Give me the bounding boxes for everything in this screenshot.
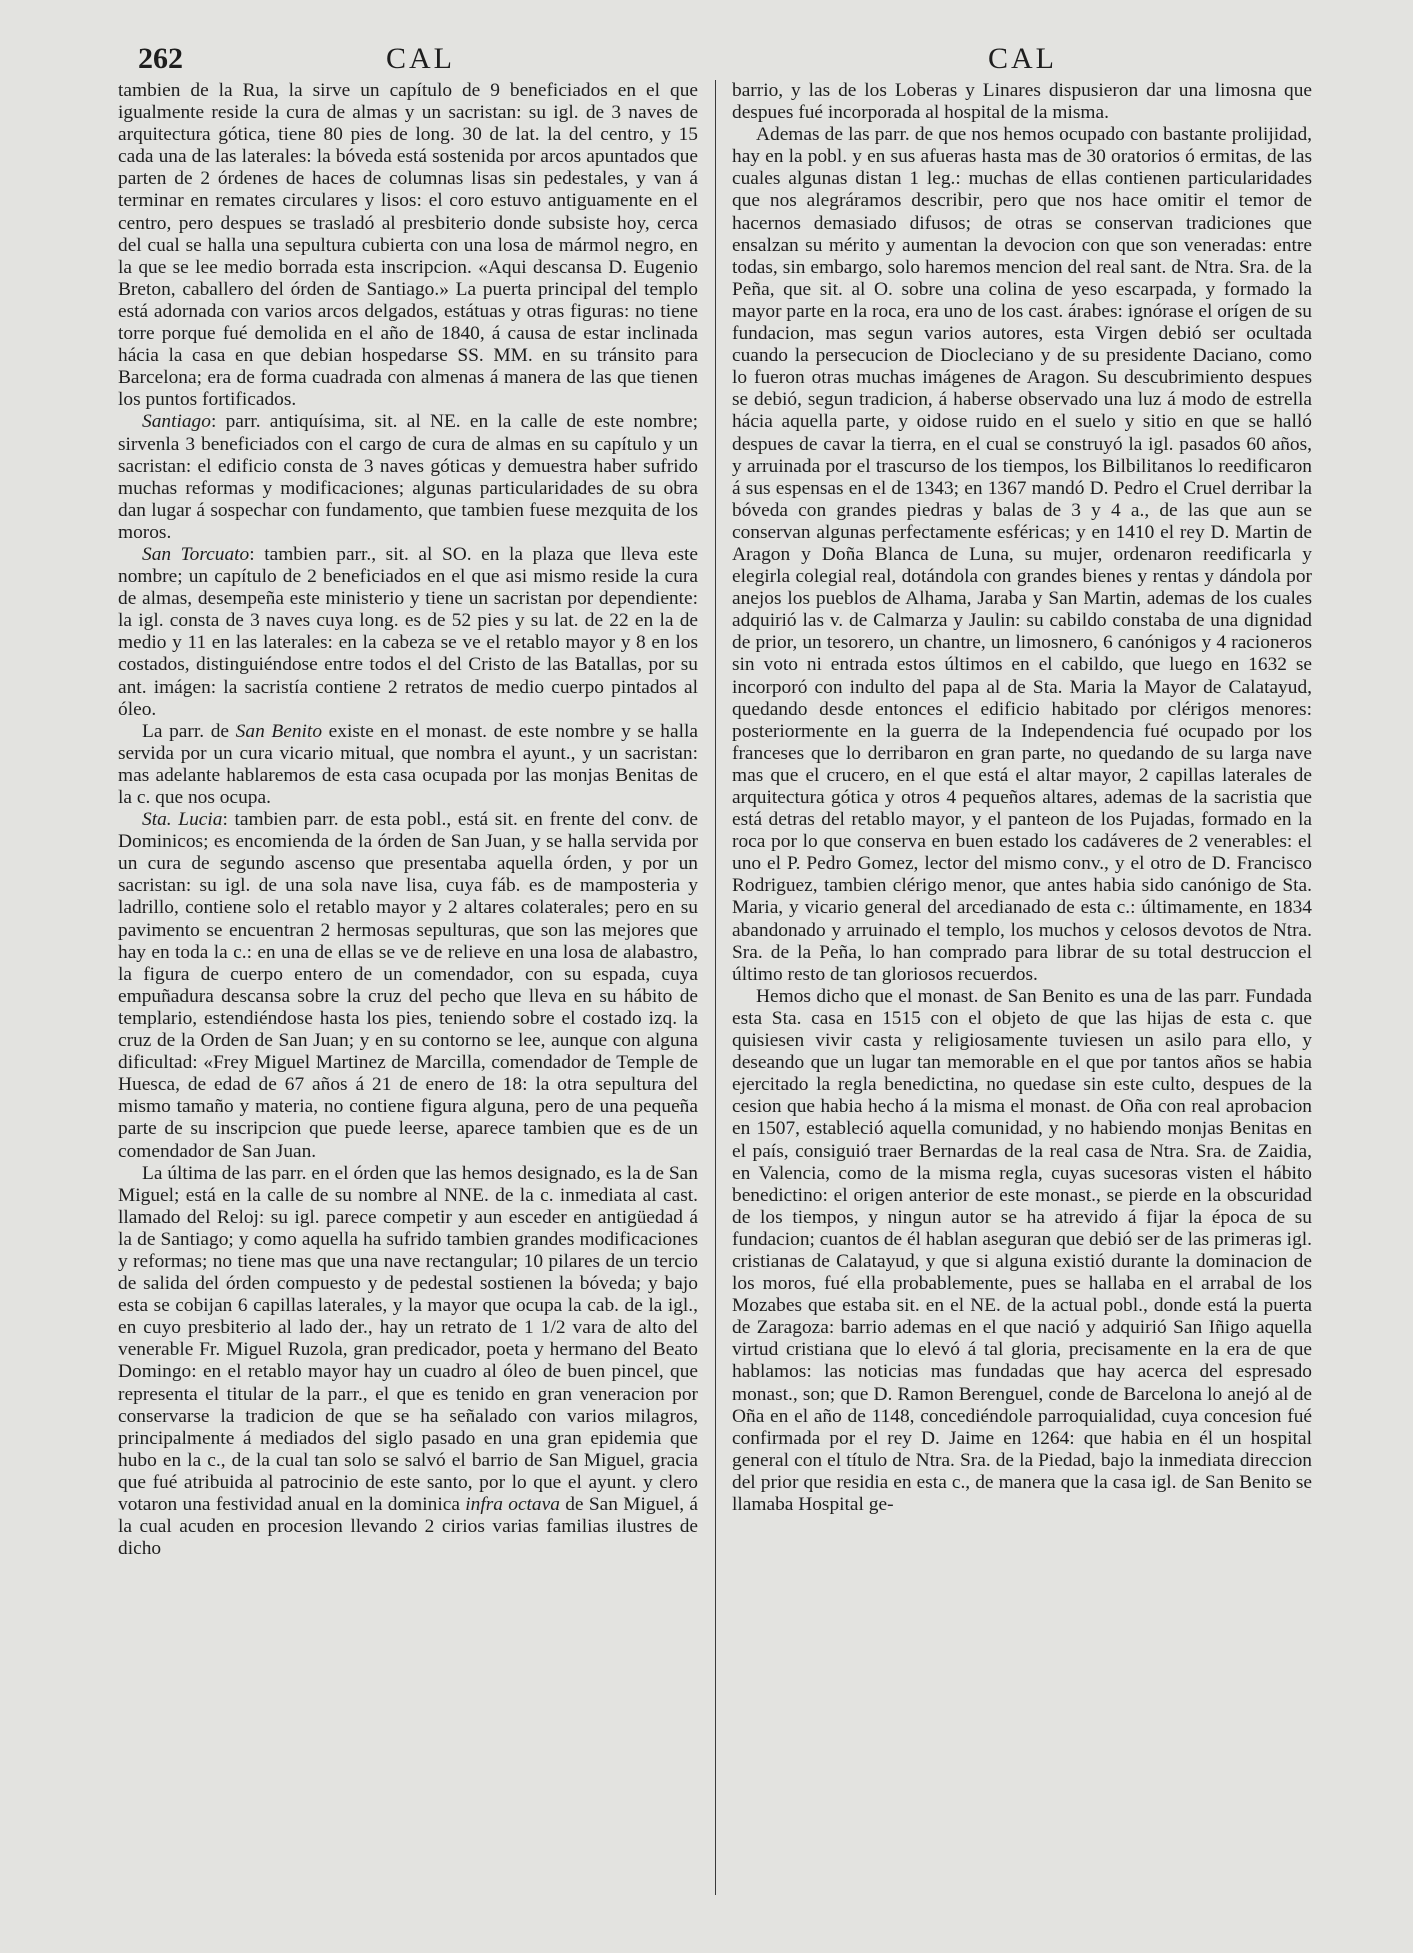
left-column	[118, 80, 698, 1560]
parish-name: Santiago	[142, 411, 211, 433]
paragraph-text: : tambien parr., sit. al SO. en la plaza que lleva este nombre; un capítulo de 2 beneficiados en el que asi mismo reside la cura de almas, desempeña este ministerio y tiene un sacristan por dependiente: la igl. consta de 3 naves cuya long. es de 52 pies y su lat. de 22 en la de medio y 11 en las laterales: en la cabeza se ve el retablo mayor y 8 en los costados, distinguiéndose entre todos el del Cristo de las Batallas, por su ant. imágen: la sacristía contiene 2 retratos de medio cuerpo pintados al óleo.	[118, 543, 698, 720]
page-number: 262	[138, 42, 183, 75]
paragraph: Ademas de las parr. de que nos hemos ocupado con bastante prolijidad, hay en la pobl. y en sus afueras hasta mas de 30 oratorios ó ermitas, de las cuales algunas distan 1 leg.: muchas de ellas contienen particularidades que nos alegráramos describir, pero que nos hace omitir el temor de hacernos demasiado difusos; de otras se conservan tradiciones que ensalzan su mérito y aumentan la devocion con que son veneradas: entre todas, sin embargo, solo haremos mencion del real sant. de Ntra. Sra. de la Peña, que sit. al O. sobre una colina de yeso escarpada, y formado la mayor parte en la roca, era uno de los cast. árabes: ignórase el orígen de su fundacion, mas segun varios autores, esta Virgen debió ser ocultada cuando la persecucion de Diocleciano y de su presidente Daciano, como lo fueron otras muchas imágenes de Aragon. Su descubrimiento despues se debió, segun tradicion, á haberse observado una luz á modo de estrella hácia aquella parte, y oidose ruido en el suelo y sitio en que se halló despues de cavar la tierra, en el cual se construyó la igl. pasados 60 años, y arruinada por el trascurso de los tiempos, los Bilbilitanos lo reedificaron á sus espensas en el de 1343; en 1367 mandó D. Pedro el Cruel derribar la bóveda con grandes piedras y balas de 3 y 4 a., de las que aun se conservan algunas perfectamente esféricas; y en 1410 el rey D. Martin de Aragon y Doña Blanca de Luna, su mujer, ordenaron reedificarla y elegirla colegial real, dotándola con grandes bienes y rentas y dándola por anejos los pueblos de Alhama, Jaraba y San Martin, ademas de los cuales adquirió las v. de Calmarza y Jaulin: su cabildo constaba de una dignidad de prior, un tesorero, un chantre, un limosnero, 6 canónigos y 4 racioneros sin voto ni entrada estos últimos en el cabildo, que luego en 1632 se incorporó con indulto del papa al de Sta. Maria la Mayor de Calatayud, quedando desde entonces el edificio habitado por clérigos menores: posteriormente en la guerra de la Independencia fué ocupado por los franceses que lo derribaron en gran parte, no quedando de su larga nave mas que el crucero, en el que está el altar mayor, 2 capillas laterales de arquitectura gótica y otros 4 pequeños altares, ademas de la sacristia que está detras del retablo mayor, y el panteon de los Pujadas, formado en la roca por lo que conserva en buen estado los cadáveres de 2 venerables: el uno el P. Pedro Gomez, lector del mismo conv., y el otro de D. Francisco Rodriguez, tambien clérigo menor, que antes habia sido canónigo de Sta. Maria, y vicario general del arcedianado de esta c.: últimamente, en 1834 abandonado y arruinado el templo, los muchos y celosos devotos de Ntra. Sra. de la Peña, lo han comprado para librar de su total destruccion el último resto de tan gloriosos recuerdos.	[732, 124, 1312, 985]
right-column	[732, 80, 1312, 1516]
paragraph: Hemos dicho que el monast. de San Benito es una de las parr. Fundada esta Sta. casa en 1515 con el objeto de que las hijas de esta c. que quisiesen vivir casta y religiosamente tuviesen un asilo para ello, y deseando que un lugar tan memorable en el que por tantos años se habia ejercitado la regla benedictina, no quedase sin este culto, despues de la cesion que habia hecho á la misma el monast. de Oña con real aprobacion en 1507, estableció aquella comunidad, y no habiendo monjas Benitas en el país, consiguió traer Bernardas de la real casa de Ntra. Sra. de Zaidia, en Valencia, como de la misma regla, cuyas sucesoras visten el hábito benedictino: el origen anterior de este monast., se pierde en la obscuridad de los tiempos, y ningun autor se ha atrevido á fijar la época de su fundacion; cuantos de él hablan aseguran que debió ser de las primeras igl. cristianas de Calatayud, y que si alguna existió durante la dominacion de los moros, fué ella probablemente, pues se hallaba en el arrabal de los Mozabes que estaba sit. en el NE. de la actual pobl., donde está la puerta de Zaragoza: barrio ademas en el que nació y adquirió San Iñigo aquella virtud cristiana que lo elevó á tal gloria, precisamente en la era de que hablamos: las noticias mas fundadas que hay acerca del espresado monast., son; que D. Ramon Berenguel, conde de Barcelona lo anejó al de Oña en el año de 1148, concediéndole parroquialidad, cuya concesion fué confirmada por el rey D. Jaime en 1264: que habia en él un hospital general con el título de Ntra. Sra. de la Piedad, bajo la inmediata direccion del prior que residia en esta c., de manera que la casa igl. de San Benito se llamaba Hospital ge-	[732, 985, 1312, 1515]
paragraph: barrio, y las de los Loberas y Linares dispusieron dar una limosna que despues fué incorporada al hospital de la misma.	[732, 80, 1312, 124]
paragraph-text: : tambien parr. de esta pobl., está sit. en frente del conv. de Dominicos; es encomienda de la órden de San Juan, y se halla servida por un cura de segundo ascenso que presentaba aquella órden, y por un sacristan: su igl. de una sola nave lisa, cuya fáb. es de mamposteria y ladrillo, contiene solo el retablo mayor y 2 altares colaterales; pero en su pavimento se encuentran 2 hermosas sepulturas, que son las mejores que hay en toda la c.: en una de ellas se ve de relieve en una losa de alabastro, la figura de cuerpo entero de un comendador, con su espada, cuya empuñadura descansa sobre la cruz del pecho que lleva en su hábito de templario, estendiéndose hasta los pies, teniendo sobre el costado izq. la cruz de la Orden de San Juan; y en su contorno se lee, aunque con alguna dificultad: «Frey Miguel Martinez de Marcilla, comendador de Temple de Huesca, de edad de 67 años á 21 de enero de 18: la otra sepultura del mismo tamaño y materia, no contiene figura alguna, pero de una pequeña parte de su inscripcion que puede leerse, aparece tambien que es de un comendador de San Juan.	[118, 809, 698, 1162]
paragraph-text: : parr. antiquísima, sit. al NE. en la calle de este nombre; sirvenla 3 beneficiados con el cargo de cura de almas en su capítulo y un sacristan: el edificio consta de 3 naves góticas y demuestra haber sufrido muchas reformas y modificaciones; algunas particularidades de su obra dan lugar á sospechar con fundamento, que tambien fuese mezquita de los moros.	[118, 411, 698, 543]
paragraph-text: La parr. de	[142, 720, 236, 742]
paragraph-text: de San Miguel, á la cual acuden en procesion llevando 2 cirios varias familias ilustres de dicho	[118, 1494, 698, 1560]
paragraph	[118, 544, 698, 721]
paragraph-text: La última de las parr. en el órden que las hemos designado, es la de San Miguel; está en la calle de su nombre al NNE. de la c. inmediata al cast. llamado del Reloj: su igl. parece competir y aun esceder en antigüedad á la de Santiago; y como aquella ha sufrido tambien grandes modificaciones y reformas; no tiene mas que una nave rectangular; 10 pilares de un tercio de salida del órden compuesto y de pedestal sostienen la bóveda; y bajo esta se cobijan 6 capillas laterales, y la mayor que ocupa la cab. de la igl., en cuyo presbiterio al lado der., hay un retrato de 1 1/2 vara de alto del venerable Fr. Miguel Ruzola, gran predicador, poeta y hermano del Beato Domingo: en el retablo mayor hay un cuadro al óleo de buen pincel, que representa el titular de la parr., el que es tenido en gran veneracion por conservarse la tradicion de que se ha señalado con varios milagros, principalmente á mediados del siglo pasado en una gran epidemia que hubo en la c., de la cual tan solo se salvó el barrio de San Miguel, gracia que fué atribuida al patrocinio de este santo, por lo que el ayunt. y clero votaron una festividad anual en la dominica	[118, 1162, 698, 1515]
parish-name: San Torcuato	[142, 543, 250, 565]
paragraph	[118, 809, 698, 1163]
parish-name: Sta. Lucia	[142, 809, 223, 831]
running-head-right: CAL	[988, 42, 1057, 75]
parish-name: San Benito	[235, 720, 323, 742]
page-header	[118, 42, 1314, 80]
paragraph-text: existe en el monast. de este nombre y se halla servida por un cura vicario mitual, que nombra el ayunt., y un sacristan: mas adelante hablaremos de esta casa ocupada por las monjas Benitas de la c. que nos ocupa.	[118, 720, 698, 808]
running-head-left: CAL	[386, 42, 455, 75]
italic-phrase: infra octava	[465, 1494, 560, 1515]
paragraph	[118, 721, 698, 809]
paragraph	[118, 411, 698, 544]
paragraph	[118, 1163, 698, 1561]
paragraph: tambien de la Rua, la sirve un capítulo de 9 beneficiados en el que igualmente reside la cura de almas y un sacristan: su igl. de 3 naves de arquitectura gótica, tiene 80 pies de long. 30 de lat. la del centro, y 15 cada una de las laterales: la bóveda está sostenida por arcos apuntados que parten de 2 órdenes de haces de columnas lisas sin pedestales, y van á terminar en remates circulares y lisos: el coro estuvo antiguamente en el centro, pero despues se trasladó al presbiterio donde subsiste hoy, cerca del cual se halla una sepultura cubierta con una losa de mármol negro, en la que se lee medio borrada esta inscripcion. «Aqui descansa D. Eugenio Breton, caballero del órden de Santiago.» La puerta principal del templo está adornada con varios arcos delgados, estátuas y otras figuras: no tiene torre porque fué demolida en el año de 1840, á causa de estar inclinada hácia la casa en que debian hospedarse SS. MM. en su tránsito para Barcelona; era de forma cuadrada con almenas á manera de las que tienen los puntos fortificados.	[118, 80, 698, 411]
column-divider	[715, 80, 716, 1895]
